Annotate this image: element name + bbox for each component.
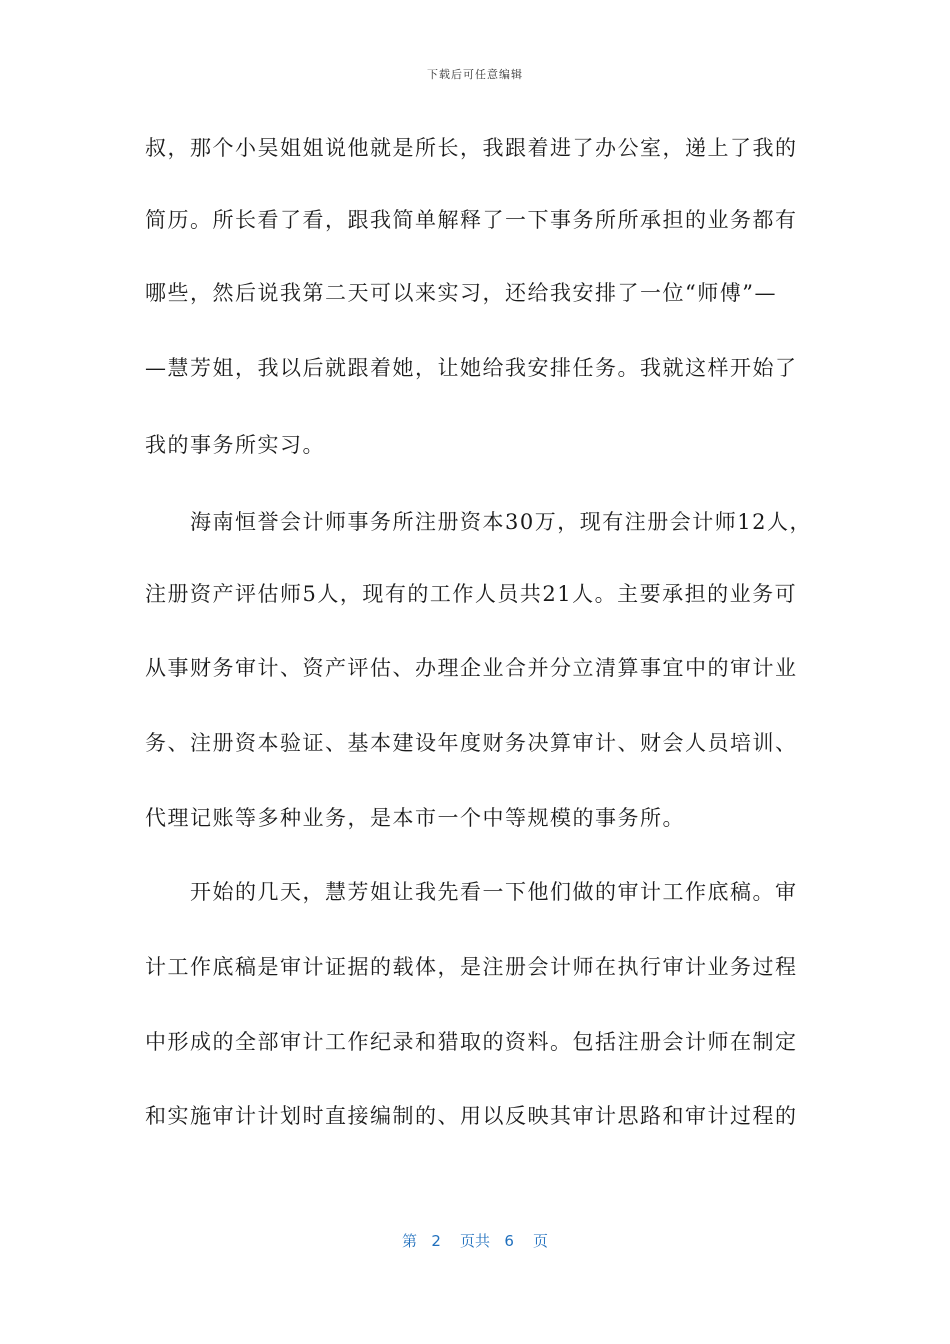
page-header: 下载后可任意编辑 bbox=[427, 68, 523, 81]
body-text-line: 开始的几天，慧芳姐让我先看一下他们做的审计工作底稿。审 bbox=[145, 880, 798, 904]
body-text-line: 注册资产评估师5人，现有的工作人员共21人。主要承担的业务可 bbox=[145, 582, 798, 606]
footer-middle: 页共 bbox=[459, 1232, 490, 1250]
body-text-line: 叔，那个小吴姐姐说他就是所长，我跟着进了办公室，递上了我的 bbox=[145, 136, 798, 160]
page-footer bbox=[0, 1230, 950, 1251]
footer-suffix: 页 bbox=[532, 1232, 548, 1250]
footer-total-pages: 6 bbox=[504, 1232, 514, 1250]
body-text-line: 中形成的全部审计工作纪录和猎取的资料。包括注册会计师在制定 bbox=[145, 1030, 798, 1054]
body-text-line: 哪些，然后说我第二天可以来实习，还给我安排了一位“师傅”— bbox=[145, 281, 777, 305]
body-text-line: 从事财务审计、资产评估、办理企业合并分立清算事宜中的审计业 bbox=[145, 656, 798, 680]
body-text-line: —慧芳姐，我以后就跟着她，让她给我安排任务。我就这样开始了 bbox=[145, 356, 798, 380]
body-text-line: 海南恒誉会计师事务所注册资本30万，现有注册会计师12人， bbox=[145, 510, 812, 534]
body-text-line: 计工作底稿是审计证据的载体，是注册会计师在执行审计业务过程 bbox=[145, 955, 798, 979]
footer-prefix: 第 bbox=[402, 1232, 418, 1250]
body-text-line: 和实施审计计划时直接编制的、用以反映其审计思路和审计过程的 bbox=[145, 1104, 798, 1128]
body-text-line: 我的事务所实习。 bbox=[145, 433, 325, 457]
body-text-line: 务、注册资本验证、基本建设年度财务决算审计、财会人员培训、 bbox=[145, 731, 798, 755]
body-text-line: 代理记账等多种业务，是本市一个中等规模的事务所。 bbox=[145, 806, 685, 830]
body-text-line: 简历。所长看了看，跟我简单解释了一下事务所所承担的业务都有 bbox=[145, 208, 798, 232]
footer-current-page: 2 bbox=[431, 1232, 441, 1250]
